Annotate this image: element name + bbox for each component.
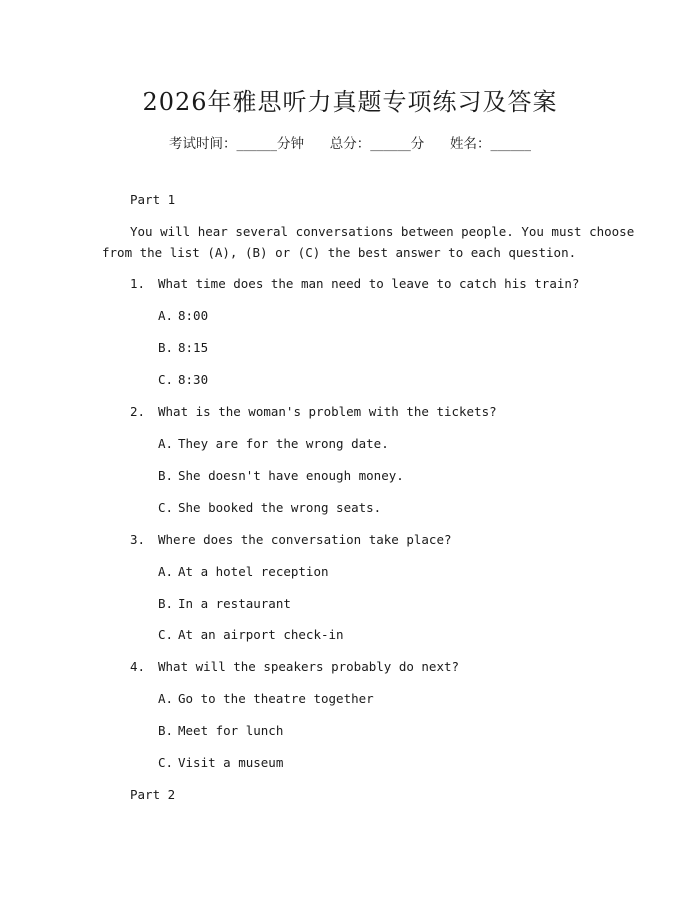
option-letter: C.	[158, 755, 174, 770]
option-letter: C.	[158, 372, 174, 387]
option-letter: B.	[158, 723, 174, 738]
option-letter: B.	[158, 340, 174, 355]
option-text: Meet for lunch	[178, 723, 284, 738]
question-number: 4.	[130, 659, 146, 674]
question-text: What time does the man need to leave to catch his train?	[158, 276, 580, 291]
option-letter: A.	[158, 308, 174, 323]
option-text: They are for the wrong date.	[178, 436, 389, 451]
time-unit: 分钟	[277, 136, 304, 152]
part1-intro-line1: You will hear several conversations between people. You must choose	[130, 224, 635, 239]
option-letter: B.	[158, 596, 174, 611]
question-text: What is the woman's problem with the tickets?	[158, 404, 497, 419]
question-text: What will the speakers probably do next?	[158, 659, 460, 674]
option-text: She doesn't have enough money.	[178, 468, 404, 483]
page-title: 2026年雅思听力真题专项练习及答案	[142, 88, 558, 116]
time-label: 考试时间：	[169, 136, 237, 152]
option-text: In a restaurant	[178, 596, 291, 611]
option-text: She booked the wrong seats.	[178, 500, 382, 515]
option-letter: B.	[158, 468, 174, 483]
question-text: Where does the conversation take place?	[158, 532, 452, 547]
part2-heading: Part 2	[130, 787, 176, 802]
part1-heading: Part 1	[130, 192, 176, 207]
option-text: 8:30	[178, 372, 209, 387]
option-letter: C.	[158, 627, 174, 642]
option-letter: A.	[158, 436, 174, 451]
question-number: 2.	[130, 404, 146, 419]
option-text: 8:00	[178, 308, 209, 323]
option-text: Go to the theatre together	[178, 691, 374, 706]
score-unit: 分	[410, 136, 425, 152]
part1-intro-line2: from the list (A), (B) or (C) the best answer to each question.	[102, 245, 577, 260]
time-blank: ______	[236, 136, 277, 152]
option-text: At an airport check-in	[178, 627, 344, 642]
name-blank: ______	[490, 136, 531, 152]
option-letter: C.	[158, 500, 174, 515]
option-text: 8:15	[178, 340, 209, 355]
name-label: 姓名：	[450, 136, 491, 152]
option-letter: A.	[158, 691, 174, 706]
score-label: 总分：	[329, 136, 371, 152]
exam-meta	[0, 132, 700, 152]
option-text: Visit a museum	[178, 755, 284, 770]
option-letter: A.	[158, 564, 174, 579]
question-number: 3.	[130, 532, 146, 547]
score-blank: ______	[370, 136, 411, 152]
question-number: 1.	[130, 276, 146, 291]
option-text: At a hotel reception	[178, 564, 329, 579]
